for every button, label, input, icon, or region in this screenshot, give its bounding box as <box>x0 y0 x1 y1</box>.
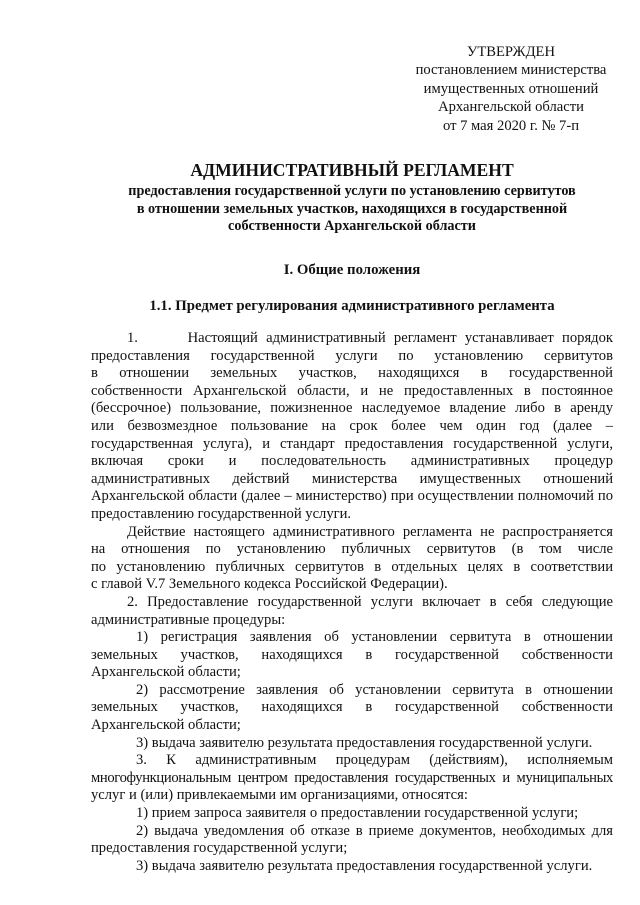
subsection-heading: 1.1. Предмет регулирования административного регламента <box>149 298 555 314</box>
approval-line: постановлением министерства <box>415 62 607 79</box>
body-line: 1. Настоящий административный регламент устанавливает порядок <box>127 330 613 346</box>
body-line: земельных участков, находящихся в государственной собственности <box>91 699 613 716</box>
body-line: административные процедуры: <box>91 611 286 628</box>
document-subtitle-line: в отношении земельных участков, находящихся в государственной <box>136 200 568 217</box>
body-line: в отношении земельных участков, находящихся в государственной <box>91 365 613 382</box>
body-line: 3) выдача заявителю результата предоставления государственной услуги. <box>136 734 593 751</box>
body-line: 2) рассмотрение заявления об установлении сервитута в отношении <box>136 681 613 698</box>
body-line: 2) выдача уведомления об отказе в приеме документов, необходимых для <box>136 822 613 839</box>
body-line: по установлению публичных сервитутов в отдельных целях в соответствии <box>91 558 613 575</box>
document-title-block <box>91 160 613 236</box>
body-line: 2. Предоставление государственной услуги включает в себя следующие <box>127 593 613 610</box>
approval-line: от 7 мая 2020 г. № 7-п <box>442 117 580 134</box>
approval-stamp <box>395 43 627 135</box>
body-line: услуг и (или) привлекаемыми им организациями, относятся: <box>91 787 468 804</box>
body-line: предоставления государственной услуги; <box>91 840 348 857</box>
body-line: Архангельской области; <box>91 664 241 681</box>
body-line: или безвозмездное пользование на срок более чем один год (далее – <box>91 417 613 434</box>
body-line: Действие настоящего административного регламента не распространяется <box>127 523 613 540</box>
body-line: с главой V.7 Земельного кодекса Российской Федерации). <box>91 576 448 593</box>
section-heading: I. Общие положения <box>283 262 421 278</box>
document-subtitle-line: собственности Архангельской области <box>228 218 476 235</box>
body-line: собственности Архангельской области, и не предоставленных в постоянное <box>91 382 613 399</box>
approval-line: имущественных отношений <box>423 80 599 97</box>
body-line: 1) прием запроса заявителя о предоставлении государственной услуги; <box>136 805 579 822</box>
body-line: многофункциональным центром предоставления государственных и муниципальных <box>91 769 613 786</box>
body-line: Архангельской области (далее – министерство) при осуществлении полномочий по <box>91 488 613 505</box>
approval-line: Архангельской области <box>438 99 584 116</box>
body-line: 1) регистрация заявления об установлении сервитута в отношении <box>136 629 613 646</box>
body-line: (бессрочное) пользование, пожизненное наследуемое владение либо в аренду <box>91 400 613 417</box>
body-line: включая сроки и последовательность административных процедур <box>91 453 613 470</box>
body-line: предоставления государственной услуги по установлению сервитутов <box>91 347 613 364</box>
body-line: земельных участков, находящихся в государственной собственности <box>91 646 613 663</box>
approval-line: УТВЕРЖДЕН <box>467 44 555 60</box>
body-line: на отношения по установлению публичных сервитутов (в том числе <box>91 541 613 558</box>
body-line: предоставлению государственной услуги. <box>91 505 352 522</box>
body-line: Архангельской области; <box>91 717 241 734</box>
body-line: государственная услуга), и стандарт предоставления государственной услуги, <box>91 435 613 452</box>
document-subtitle-line: предоставления государственной услуги по установлению сервитутов <box>128 183 576 199</box>
body-line: 3. К административным процедурам (действиям), исполняемым <box>136 752 613 769</box>
document-title: АДМИНИСТРАТИВНЫЙ РЕГЛАМЕНТ <box>190 160 514 180</box>
body-line: административных действий министерства имущественных отношений <box>91 470 613 487</box>
body-line: 3) выдача заявителю результата предоставления государственной услуги. <box>136 857 593 874</box>
document-body <box>91 330 613 875</box>
